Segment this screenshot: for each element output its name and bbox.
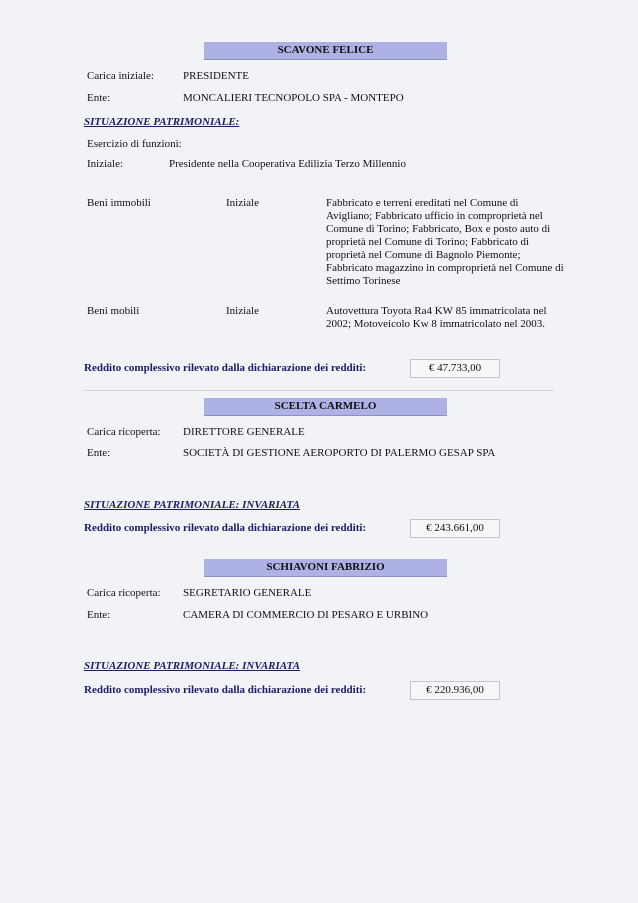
role-label: Carica ricoperta:	[87, 587, 161, 599]
entity-label: Ente:	[87, 609, 111, 621]
immobili-description: Fabbricato e terreni ereditati nel Comune di Avigliano; Fabbricato ufficio in comproprietà nel Comune di Torino; Fabbricato, Box e posto auto di proprietà nel Comune di Torino; Fabbricato di proprietà nel Comune di Bagnolo Piemonte; Fabbricato magazzino in comproprietà nel Comune di Settimo Torinese	[326, 197, 564, 287]
income-value: € 243.661,00	[410, 519, 500, 538]
section-title: SITUAZIONE PATRIMONIALE: INVARIATA	[84, 499, 300, 511]
immobili-label: Beni immobili	[87, 197, 151, 209]
entity-value: SOCIETÀ DI GESTIONE AEROPORTO DI PALERMO GESAP SPA	[183, 447, 496, 459]
income-value: € 47.733,00	[410, 359, 500, 378]
entity-label: Ente:	[87, 447, 111, 459]
initial-value: Presidente nella Cooperativa Edilizia Terzo Millennio	[169, 158, 406, 170]
person-name-header: SCHIAVONI FABRIZIO	[204, 559, 447, 577]
entity-value: CAMERA DI COMMERCIO DI PESARO E URBINO	[183, 609, 429, 621]
person-name-header: SCELTA CARMELO	[204, 398, 447, 416]
role-value: PRESIDENTE	[183, 70, 249, 82]
role-label: Carica iniziale:	[87, 70, 154, 82]
role-label: Carica ricoperta:	[87, 426, 161, 438]
mobili-status: Iniziale	[226, 305, 259, 317]
person-name-header: SCAVONE FELICE	[204, 42, 447, 60]
mobili-description: Autovettura Toyota Ra4 KW 85 immatricolata nel 2002; Motoveicolo Kw 8 immatricolato nel 2003.	[326, 305, 547, 330]
entity-value: MONCALIERI TECNOPOLO SPA - MONTEPO	[183, 92, 404, 104]
section-divider	[84, 390, 554, 391]
section-title: SITUAZIONE PATRIMONIALE: INVARIATA	[84, 660, 300, 672]
income-value: € 220.936,00	[410, 681, 500, 700]
entity-label: Ente:	[87, 92, 111, 104]
immobili-status: Iniziale	[226, 197, 259, 209]
income-label: Reddito complessivo rilevato dalla dichiarazione dei redditi:	[84, 362, 367, 374]
section-title: SITUAZIONE PATRIMONIALE:	[84, 116, 240, 128]
initial-label: Iniziale:	[87, 158, 124, 170]
role-value: SEGRETARIO GENERALE	[183, 587, 312, 599]
mobili-label: Beni mobili	[87, 305, 140, 317]
functions-label: Esercizio di funzioni:	[87, 138, 182, 150]
income-label: Reddito complessivo rilevato dalla dichiarazione dei redditi:	[84, 522, 367, 534]
income-label: Reddito complessivo rilevato dalla dichiarazione dei redditi:	[84, 684, 367, 696]
role-value: DIRETTORE GENERALE	[183, 426, 305, 438]
